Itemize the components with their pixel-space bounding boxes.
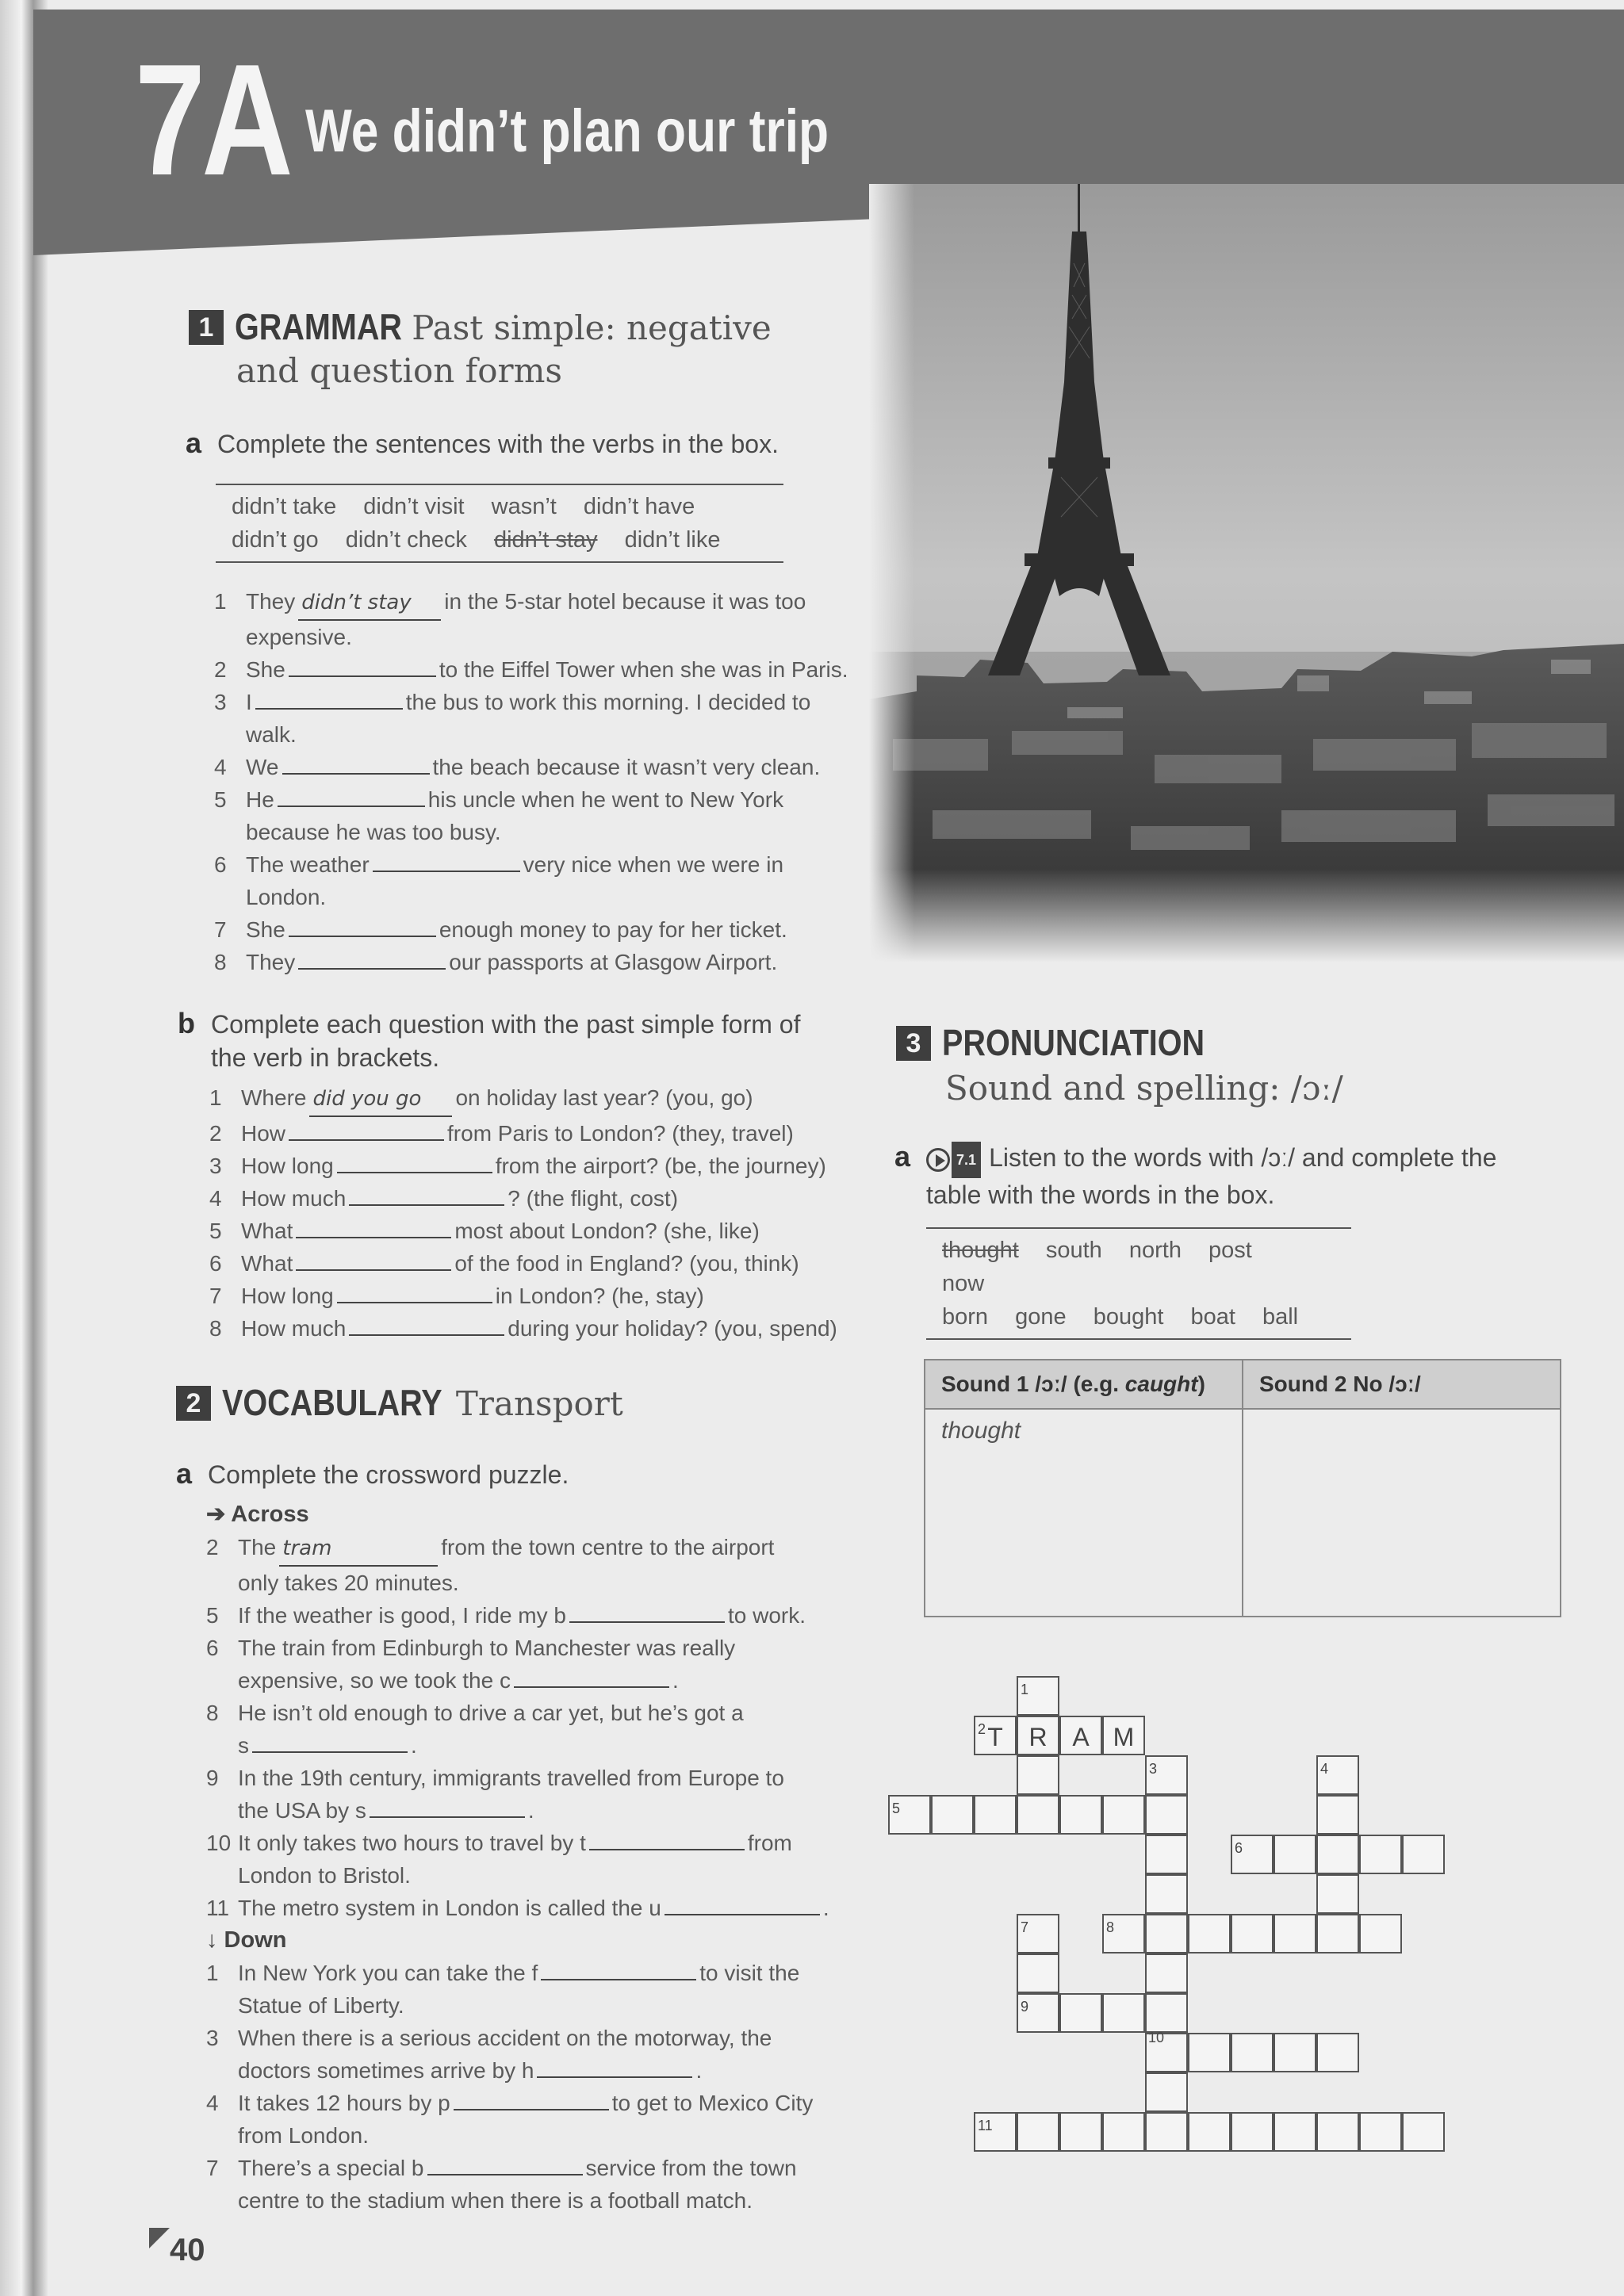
answer-text: didn’t stay (298, 587, 441, 621)
vocab-a-instruction: a Complete the crossword puzzle. (176, 1457, 569, 1490)
crossword-cell[interactable] (1145, 2112, 1188, 2152)
crossword-cell[interactable] (1231, 2033, 1274, 2072)
crossword-cell[interactable]: 9 (1017, 1993, 1059, 2033)
section-title: PRONUNCIATION (942, 1022, 1205, 1063)
answer-blank[interactable] (427, 2155, 583, 2175)
crossword-cell[interactable] (1402, 2112, 1445, 2152)
clue-number: 10 (1148, 2030, 1165, 2045)
word: wasn’t (491, 494, 557, 519)
word: south (1045, 1238, 1102, 1263)
word-crossed: thought (942, 1238, 1019, 1263)
sound1-cell[interactable]: thought (925, 1409, 1243, 1617)
crossword-cell[interactable] (1188, 1914, 1231, 1954)
page-corner-icon (149, 2228, 170, 2248)
pron-a-instruction: a 7.1 Listen to the words with /ɔː/ and complete the table with the words in the box. (894, 1140, 1497, 1209)
crossword-cell[interactable]: M (1102, 1716, 1145, 1755)
crossword-cell[interactable] (1316, 1795, 1359, 1835)
crossword-cell[interactable] (1316, 2033, 1359, 2072)
crossword-cell[interactable]: 5 (888, 1795, 931, 1835)
word: boat (1190, 1304, 1235, 1330)
answer-blank[interactable] (252, 1732, 408, 1753)
vocabulary-section-heading (176, 1381, 623, 1424)
crossword-cell[interactable] (1017, 1795, 1059, 1835)
crossword-cell[interactable] (1274, 2033, 1316, 2072)
play-audio-icon[interactable] (926, 1148, 950, 1172)
grammar-b-instruction: b Complete each question with the past simple form of the verb in brackets. (178, 1007, 801, 1072)
answer-blank[interactable] (296, 1250, 451, 1271)
book-spine (0, 0, 48, 2296)
crossword-cell[interactable] (1359, 2112, 1402, 2152)
crossword-cell[interactable] (1274, 1835, 1316, 1874)
crossword-cell[interactable]: 8 (1102, 1914, 1145, 1954)
crossword-cell[interactable] (1316, 1874, 1359, 1914)
answer-blank[interactable] (282, 754, 430, 775)
pronunciation-section-heading (896, 1021, 1343, 1108)
page-number: 40 (170, 2233, 205, 2267)
crossword-cell[interactable] (1402, 1835, 1445, 1874)
answer-blank[interactable] (541, 1960, 696, 1980)
crossword-cell[interactable] (1316, 1835, 1359, 1874)
word: post (1208, 1238, 1252, 1263)
crossword-cell[interactable] (1059, 1993, 1102, 2033)
down-label: ↓ Down (206, 1927, 287, 1953)
answer-blank[interactable] (589, 1830, 745, 1850)
unit-number: 7A (135, 32, 289, 209)
crossword-cell[interactable] (1145, 1954, 1188, 1993)
crossword-grid (888, 1676, 1443, 2191)
crossword-cell[interactable] (1188, 2033, 1231, 2072)
word: didn’t have (583, 494, 695, 519)
grammar-section-heading (189, 305, 772, 390)
section-subtitle: Transport (455, 1384, 623, 1423)
section-subtitle-2: and question forms (236, 351, 562, 390)
crossword-cell[interactable]: 11 (974, 2112, 1017, 2152)
word: north (1128, 1238, 1182, 1263)
col2-header: Sound 2 No /ɔː/ (1243, 1360, 1561, 1409)
answer-text: tram (279, 1533, 438, 1567)
crossword-clues: ➔ Across 2 The tram from the town centre to the airport only takes 20 minutes. 5 If the weather is good, I ride my b to work. 6 The train from Edinburgh to Manchester was really expensive, so we took the c . 8 He isn’t old enough to drive a car yet, but he’s got a s . 9 In the 19th century, immigrants travelled from Europe to the USA by s . 10 It only takes two hours to travel by t from London to Bristol. 11 The metro system in London is called the u . ↓ Down 1 In New York you can take the f to visit the Statue of Liberty. 3 When there is a serious accident on the motorway, the doctors sometimes arrive by h . 4 It takes 12 hours by p to get to Mexico City from London. 7 There’s a special b service from the town centre to the stadium when there is a football match. (206, 1498, 829, 2217)
eiffel-tower-photo (869, 184, 1624, 962)
answer-blank[interactable] (373, 851, 520, 872)
sound-table (924, 1359, 1561, 1617)
answer-blank[interactable] (337, 1283, 492, 1303)
answer-blank[interactable] (537, 2057, 692, 2078)
answer-blank[interactable] (278, 786, 425, 807)
word: gone (1015, 1304, 1067, 1330)
answer-blank[interactable] (255, 689, 403, 710)
section-number: 1 (189, 310, 224, 345)
answer-blank[interactable] (454, 2090, 609, 2110)
answer-blank[interactable] (665, 1895, 820, 1915)
section-title: GRAMMAR (235, 306, 402, 347)
section-subtitle: Past simple: negative (412, 308, 772, 347)
word: bought (1093, 1304, 1164, 1330)
crossword-cell[interactable]: 7 (1017, 1914, 1059, 1954)
crossword-cell[interactable] (1316, 2112, 1359, 2152)
crossword-cell[interactable] (1145, 1795, 1188, 1835)
track-number: 7.1 (952, 1142, 981, 1178)
crossword-cell[interactable] (1359, 1914, 1402, 1954)
crossword-cell[interactable] (1359, 1835, 1402, 1874)
answer-blank[interactable] (337, 1153, 492, 1173)
crossword-cell[interactable] (1145, 1993, 1188, 2033)
answer-blank[interactable] (370, 1797, 525, 1818)
crossword-cell[interactable] (1017, 2112, 1059, 2152)
crossword-cell[interactable] (974, 1795, 1017, 1835)
crossword-cell[interactable] (1102, 1795, 1145, 1835)
answer-blank[interactable] (289, 916, 436, 937)
crossword-cell[interactable]: R (1017, 1716, 1059, 1755)
word: now (942, 1271, 985, 1296)
crossword-cell[interactable] (1145, 1835, 1188, 1874)
section-title: VOCABULARY (222, 1382, 442, 1423)
crossword-cell[interactable]: 3 (1145, 1755, 1188, 1795)
answer-blank[interactable] (298, 949, 446, 970)
col1-header: Sound 1 /ɔː/ (e.g. caught) (925, 1360, 1243, 1409)
crossword-cell[interactable] (1102, 1993, 1145, 2033)
word: ball (1262, 1304, 1299, 1330)
crossword-cell[interactable] (1145, 2072, 1188, 2112)
crossword-cell[interactable] (1059, 2112, 1102, 2152)
section-number: 3 (896, 1026, 931, 1061)
section-number: 2 (176, 1386, 211, 1421)
crossword-cell[interactable] (1316, 1914, 1359, 1954)
answer-blank[interactable] (514, 1667, 669, 1688)
crossword-cell[interactable]: 4 (1316, 1755, 1359, 1795)
answer-blank[interactable] (349, 1185, 504, 1206)
word: didn’t visit (363, 494, 465, 519)
crossword-cell[interactable] (1145, 1914, 1188, 1954)
word-crossed: didn’t stay (493, 527, 598, 553)
answer-blank[interactable] (289, 1120, 444, 1141)
crossword-cell[interactable]: 6 (1231, 1835, 1274, 1874)
crossword-cell[interactable] (1145, 1874, 1188, 1914)
word: didn’t go (232, 527, 319, 553)
crossword-cell[interactable] (1188, 2112, 1231, 2152)
word: didn’t like (624, 527, 721, 553)
crossword-cell[interactable]: 2 T (974, 1716, 1017, 1755)
pron-word-box (926, 1227, 1351, 1340)
answer-text: did you go (309, 1083, 452, 1117)
crossword-cell[interactable] (1102, 2112, 1145, 2152)
answer-blank[interactable] (289, 656, 436, 677)
answer-blank[interactable] (569, 1602, 725, 1623)
unit-title: We didn’t plan our trip (305, 98, 829, 165)
crossword-cell[interactable] (1274, 1914, 1316, 1954)
section-subtitle: Sound and spelling: /ɔː/ (945, 1069, 1343, 1108)
crossword-cell[interactable]: A (1059, 1716, 1102, 1755)
grammar-a-instruction: a Complete the sentences with the verbs in the box. (186, 427, 779, 459)
crossword-cell[interactable] (1231, 1914, 1274, 1954)
crossword-cell[interactable] (1017, 1755, 1059, 1795)
across-label: ➔ Across (206, 1502, 309, 1527)
crossword-cell[interactable] (1274, 2112, 1316, 2152)
word: didn’t check (345, 527, 467, 553)
word: born (942, 1304, 989, 1330)
answer-blank[interactable] (296, 1218, 451, 1238)
answer-blank[interactable] (349, 1315, 504, 1336)
grammar-b-items: 1 Where did you go on holiday last year? (you, go) 2 How from Paris to London? (they, travel) 3 How long from the airport? (be, the journey) 4 How much ? (the flight, cost) 5 What most about London? (she, like) 6 What of the food in England? (you, think) 7 How long in London? (he, stay) 8 How much during your holiday? (you, spend) (209, 1081, 837, 1345)
crossword-cell[interactable] (1231, 2112, 1274, 2152)
word: didn’t take (232, 494, 337, 519)
sound2-cell[interactable] (1243, 1409, 1561, 1617)
crossword-cell[interactable] (1059, 1795, 1102, 1835)
grammar-a-items: 1 They didn’t stay in the 5-star hotel because it was too expensive. 2 She to the Eiffel Tower when she was in Paris. 3 I the bus to work this morning. I decided to walk. 4 We the beach because it wasn’t very clean. 5 He his uncle when he went to New York because he was too busy. 6 The weather very nice when we were in London. 7 She enough money to pay for her ticket. 8 They our passports at Glasgow Airport. (214, 585, 848, 978)
crossword-cell[interactable] (931, 1795, 974, 1835)
crossword-cell[interactable]: 1 (1017, 1676, 1059, 1716)
grammar-word-box (216, 484, 783, 563)
